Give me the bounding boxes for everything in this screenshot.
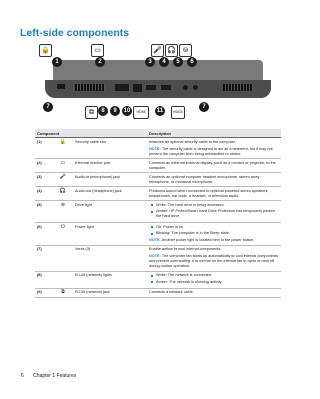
monitor-port — [115, 84, 129, 91]
network-jack — [133, 84, 142, 92]
component-icon: 🎤 — [53, 173, 73, 187]
page-footer — [21, 373, 76, 379]
component-number: (5) — [35, 201, 53, 223]
security-slot — [57, 84, 65, 89]
microphone-icon: 🎤 — [151, 44, 164, 57]
component-icon: 🔒 — [53, 138, 73, 159]
component-table — [35, 129, 281, 298]
component-number: (1) — [35, 138, 53, 159]
laptop-left-side-illustration — [33, 44, 273, 122]
description-text: Connects an external external display, such as a monitor or projector, to the computer. — [149, 160, 276, 170]
bullet-item: White: The hard drive is being accessed. — [156, 203, 279, 208]
component-icon: ⏻ — [53, 223, 73, 246]
bullet-item: On: Power is on. — [156, 225, 279, 230]
note-label: NOTE: — [149, 238, 161, 242]
monitor-icon: ▭ — [91, 44, 104, 57]
component-name: External monitor port — [73, 159, 147, 173]
component-icon: ▭ — [53, 159, 73, 173]
component-description — [147, 201, 281, 223]
lock-icon: 🔒 — [39, 44, 52, 57]
component-number: (8) — [35, 271, 53, 288]
description-text: Produces sound when connected to optional powered stereo speakers, headphones, ear buds, a headset, or television audio. — [149, 188, 269, 198]
column-header-component: Component — [35, 129, 147, 138]
note — [149, 254, 279, 269]
network-icon: ⧉ — [85, 106, 98, 119]
component-number: (2) — [35, 159, 53, 173]
note — [149, 147, 279, 157]
note-label: NOTE: — [149, 254, 161, 258]
component-name: RJ-45 (network) jack — [73, 288, 147, 297]
bullet-item: White: The network is connected. — [156, 273, 279, 278]
bullet-item: Amber: HP ProtectSmart Hard Drive Protection has temporarily parked the hard drive. — [156, 209, 279, 219]
column-header-description: Description — [147, 129, 281, 138]
table-row — [35, 138, 281, 159]
callout-3: 3 — [145, 57, 155, 67]
component-name: Security cable slot — [73, 138, 147, 159]
description-bullets — [149, 203, 279, 220]
component-description — [147, 245, 281, 271]
component-name: Vents (3) — [73, 245, 147, 271]
table-row — [35, 245, 281, 271]
callout-5: 5 — [173, 57, 183, 67]
esata-badge: eSATA — [171, 106, 185, 119]
component-number: (6) — [35, 223, 53, 246]
component-icon — [53, 245, 73, 271]
callout-11: 11 — [156, 108, 164, 114]
section-title: Left-side components — [20, 27, 130, 39]
component-description — [147, 271, 281, 288]
vent-right — [223, 84, 253, 91]
component-description — [147, 288, 281, 297]
component-icon — [53, 271, 73, 288]
component-name: Audio-out (headphone) jack — [73, 187, 147, 201]
table-row — [35, 288, 281, 297]
usb-port — [161, 85, 171, 90]
component-description — [147, 223, 281, 246]
component-name: Power light — [73, 223, 147, 246]
callout-10: 10 — [123, 108, 131, 114]
callout-8: 8 — [98, 106, 108, 116]
chapter-title: Chapter 1 Features — [33, 373, 77, 379]
table-row — [35, 159, 281, 173]
component-name: RJ-45 (network) lights — [73, 271, 147, 288]
component-name: Audio-in (microphone) jack — [73, 173, 147, 187]
component-number: (3) — [35, 173, 53, 187]
component-description — [147, 187, 281, 201]
callout-1: 1 — [52, 57, 62, 67]
callout-4: 4 — [159, 57, 169, 67]
table-row — [35, 201, 281, 223]
hdmi-badge: HDMI — [133, 106, 149, 119]
page-number: 6 — [21, 373, 24, 379]
callout-2: 2 — [95, 57, 105, 67]
component-description — [147, 173, 281, 187]
table-header-row — [35, 129, 281, 138]
description-bullets — [149, 225, 279, 237]
component-number: (4) — [35, 187, 53, 201]
callout-9: 9 — [110, 106, 120, 116]
component-number: (9) — [35, 288, 53, 297]
note-label: NOTE: — [149, 146, 161, 151]
component-icon: ⧉ — [53, 288, 73, 297]
component-icon: 🎧 — [53, 187, 73, 201]
note-text: Another power light is located next to the power button. — [161, 238, 255, 242]
headphone-icon: 🎧 — [165, 44, 178, 57]
audio-in-jack — [183, 85, 188, 90]
description-text: Enable airflow to cool internal components. — [149, 247, 222, 251]
component-description — [147, 138, 281, 159]
note-text: The computer fan starts up automatically to cool internal components and prevent overheating. It is normal for the internal fan to cycle on and off during routine operation. — [149, 254, 278, 268]
audio-out-jack — [193, 85, 198, 90]
table-row — [35, 173, 281, 187]
callout-7-left: 7 — [43, 102, 53, 112]
component-number: (7) — [35, 245, 53, 271]
bullet-item: Blinking: The computer is in the Sleep state. — [156, 231, 279, 236]
callout-7-right: 7 — [199, 102, 209, 112]
description-text: Connects a network cable. — [149, 290, 194, 294]
description-bullets — [149, 273, 279, 285]
component-icon: ⊜ — [53, 201, 73, 223]
callout-6: 6 — [187, 57, 197, 67]
component-name: Drive light — [73, 201, 147, 223]
note-text: The security cable is designed to act as a deterrent, but it may not prevent the computer from being mishandled or stolen. — [149, 146, 273, 156]
table-row — [35, 271, 281, 288]
vent — [75, 84, 105, 91]
table-row — [35, 223, 281, 246]
note — [149, 238, 279, 243]
description-text: Connects an optional computer headset microphone, stereo array microphone, or monaural microphone. — [149, 174, 260, 184]
component-description — [147, 159, 281, 173]
description-text: Attaches an optional security cable to the computer. — [149, 139, 236, 144]
hdmi-port — [146, 85, 156, 90]
drive-icon: ⊜ — [179, 44, 192, 57]
table-row — [35, 187, 281, 201]
bullet-item: Amber: The network is showing activity. — [156, 280, 279, 285]
